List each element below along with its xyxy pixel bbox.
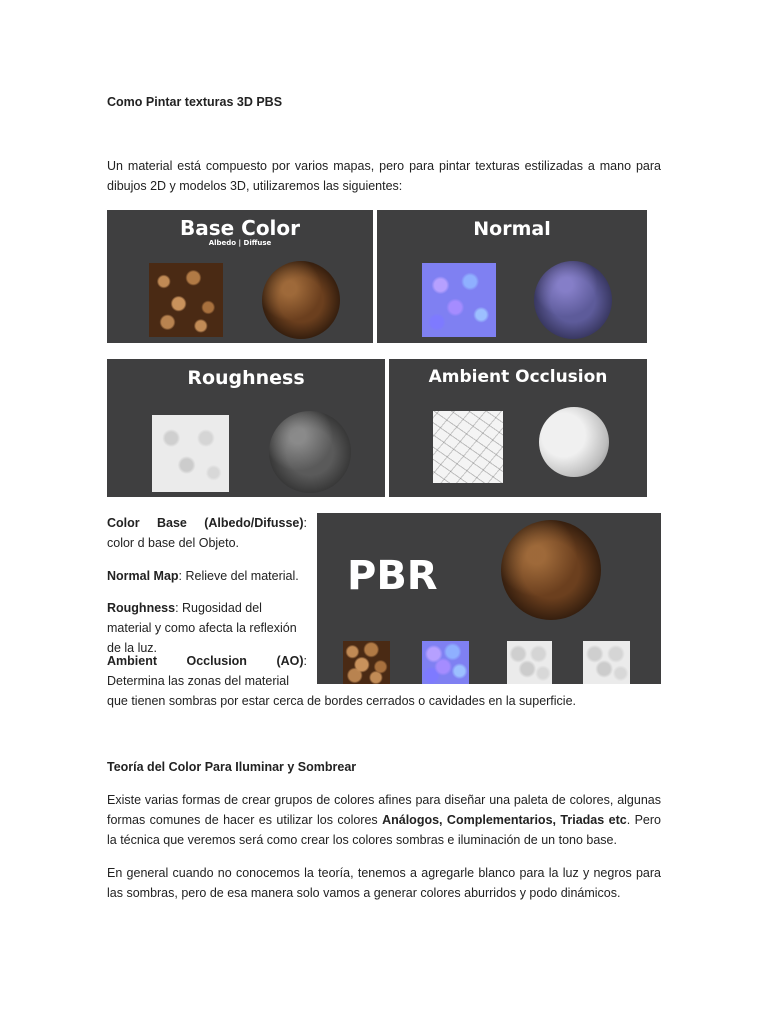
section-heading: Teoría del Color Para Iluminar y Sombrear — [107, 760, 357, 774]
base-color-subtitle: Albedo | Diffuse — [208, 239, 272, 247]
base-color-sphere — [262, 261, 340, 339]
definition-term: Normal Map — [107, 569, 179, 583]
ambient-occlusion-title: Ambient Occlusion — [428, 367, 608, 387]
base-color-title: Base Color — [179, 216, 301, 240]
definition-normal-map — [107, 566, 307, 586]
ambient-occlusion-panel — [389, 359, 647, 497]
roughness-sphere — [269, 411, 351, 493]
roughness-panel — [107, 359, 385, 497]
paragraph-text: Existe varias formas de crear grupos de colores afines para diseñar una paleta de colores, algunas formas comunes de hacer es utilizar los colores — [107, 793, 661, 827]
ambient-occlusion-texture-swatch — [433, 411, 503, 483]
base-color-panel — [107, 210, 373, 343]
normal-panel — [377, 210, 647, 343]
definition-ambient-occlusion-continued: que tienen sombras por estar cerca de bordes cerrados o cavidades en la superficie. — [107, 694, 577, 708]
paragraph-text: . Pero la técnica que veremos será como crear los colores sombras e iluminación de un tono base. — [107, 813, 661, 847]
definition-text: : Rugosidad del material y como afecta la reflexión de la luz. — [107, 601, 297, 655]
intro-paragraph: Un material está compuesto por varios mapas, pero para pintar texturas estilizadas a mano para dibujos 2D y modelos 3D, utilizaremos las siguientes: — [107, 159, 661, 193]
pbr-occlusion-swatch — [583, 641, 630, 684]
page-heading: Como Pintar texturas 3D PBS — [107, 95, 283, 109]
definition-text: : Determina las zonas del material — [107, 654, 307, 688]
normal-sphere — [534, 261, 612, 339]
pbr-title: PBR — [347, 553, 438, 599]
roughness-title: Roughness — [187, 367, 305, 389]
pbr-sphere — [501, 520, 601, 620]
ambient-occlusion-sphere — [539, 407, 609, 477]
definition-roughness — [107, 598, 307, 658]
definition-text: : Relieve del material. — [178, 569, 299, 583]
roughness-texture-swatch — [152, 415, 229, 492]
definition-ambient-occlusion — [107, 651, 307, 691]
definition-term: Color Base (Albedo/Difusse) — [107, 516, 304, 530]
definition-text: : color d base del Objeto. — [107, 516, 307, 550]
shading-paragraph: En general cuando no conocemos la teoría, tenemos a agregarle blanco para la luz y negros para las sombras, pero de esa manera solo vamos a generar colores aburridos y podo dinámicos. — [107, 866, 661, 900]
pbr-base-color-swatch — [343, 641, 390, 684]
normal-title: Normal — [473, 218, 551, 240]
pbr-roughness-swatch — [507, 641, 552, 684]
definition-term: Roughness — [107, 601, 176, 615]
color-theory-paragraph — [107, 790, 661, 850]
normal-texture-swatch — [422, 263, 496, 337]
base-color-texture-swatch — [149, 263, 223, 337]
definition-term: Ambient Occlusion (AO) — [107, 654, 304, 668]
pbr-normal-swatch — [422, 641, 469, 684]
pbr-panel — [317, 513, 661, 684]
definition-base-color — [107, 513, 307, 553]
paragraph-bold-text: Análogos, Complementarios, Triadas etc — [382, 813, 627, 827]
